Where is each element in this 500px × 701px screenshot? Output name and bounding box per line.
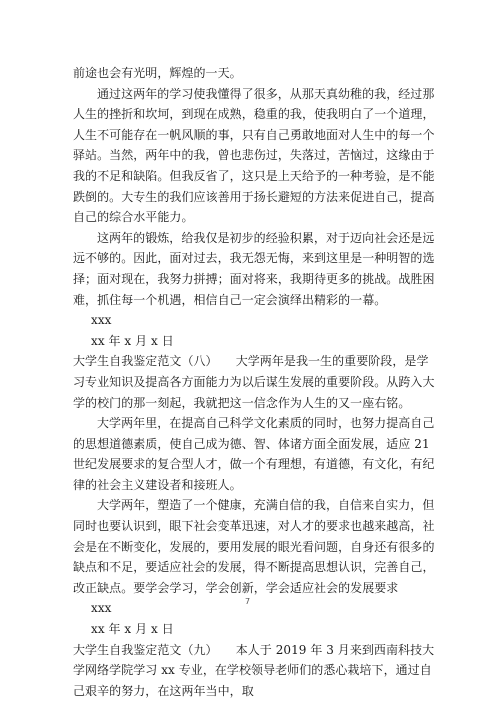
paragraph-3: 这两年的锻炼，给我仅是初步的经验积累，对于迈向社会还是远远不够的。因此，面对过去，我无怨无悔，来到这里是一种明智的选择；面对现在，我努力拼搏；面对将来，我期待更多的挑战。战胜困难，抓住每一个机遇，相信自己一定会演绎出精彩的一幕。	[73, 230, 435, 307]
paragraph-6: 大学两年，塑造了一个健康，充满自信的我，自信来自实力，但同时也要认识到，眼下社会变革迅速，对人才的要求也越来越高，社会是在不断变化，发展的，要用发展的眼光看问题，自身还有很多的缺点和不足，要适应社会的发展，得不断提高思想认识，完善自己，改正缺点。要学会学习，学会创新，学会适应社会的发展要求	[73, 498, 435, 595]
signature-date-1: xx 年 x 月 x 日	[91, 333, 174, 348]
page-number: 7	[245, 597, 251, 606]
paragraph-7: 大学生自我鉴定范文（九） 本人于 2019 年 3 月来到西南科技大学网络学院学习 xx 专业，在学校领导老师们的悉心栽培下，通过自己艰辛的努力，在这两年当中，取	[73, 642, 435, 698]
signature-date-2: xx 年 x 月 x 日	[91, 622, 174, 637]
paragraph-4: 大学生自我鉴定范文（八） 大学两年是我一生的重要阶段，是学习专业知识及提高各方面能力为以后谋生发展的重要阶段。从跨入大学的校门的那一刻起，我就把这一信念作为人生的又一座右铭。	[73, 354, 435, 410]
paragraph-2: 通过这两年的学习使我懂得了很多，从那天真幼稚的我，经过那人生的挫折和坎坷，到现在成熟，稳重的我，使我明白了一个道理，人生不可能存在一帆风顺的事，只有自己勇敢地面对人生中的每一个驿站。当然，两年中的我，曾也悲伤过，失落过，苦恼过，这缘由于我的不足和缺陷。但我反省了，这只是上天给予的一种考验，是不能跌倒的。大专生的我们应该善用于扬长避短的方法来促进自己，提高自己的综合水平能力。	[73, 86, 435, 225]
document-page	[73, 63, 435, 701]
paragraph-5: 大学两年里，在提高自己科学文化素质的同时，也努力提高自己的思想道德素质，使自己成为德、智、体诸方面全面发展，适应 21 世纪发展要求的复合型人才，做一个有理想，有道德，有文化，有纪律的社会主义建设者和接班人。	[73, 416, 435, 492]
signature-name-2: xxx	[91, 601, 112, 616]
paragraph-1: 前途也会有光明，辉煌的一天。	[73, 66, 242, 80]
signature-name-1: xxx	[91, 313, 112, 328]
